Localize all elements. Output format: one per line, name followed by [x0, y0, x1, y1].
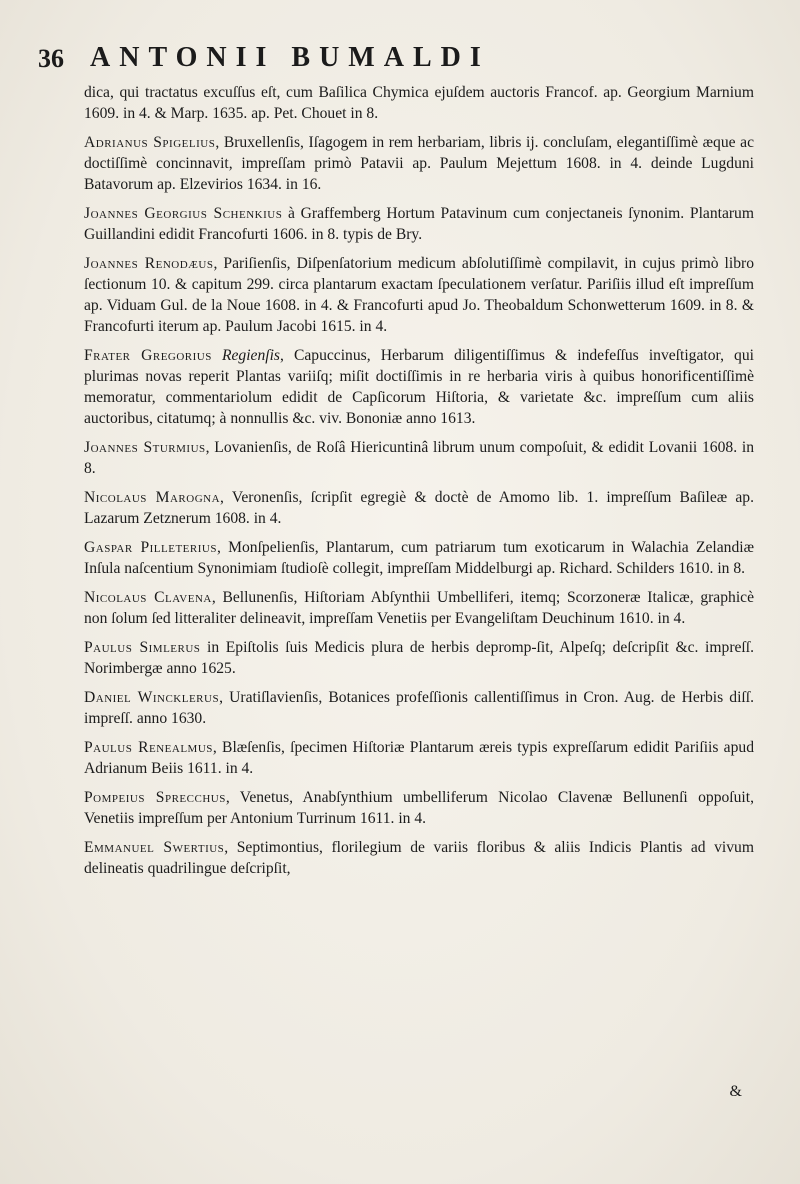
author-name: Gaspar Pilleterius: [84, 539, 217, 556]
entry-text: , Veronenſis, ſcripſit egregiè & doctè de Amomo lib. 1. impreſſum Baſileæ ap. Lazarum Zetznerum 1608. in 4.: [84, 489, 754, 527]
author-name: Adrianus Spigelius: [84, 134, 216, 151]
author-name: Joannes Georgius Schenkius: [84, 205, 283, 222]
paragraph-text: dica, qui tractatus excuſſus eſt, cum Baſilica Chymica ejuſdem auctoris Francof. ap. Georgium Marnium 1609. in 4. & Marp. 1635. ap. Pet. Chouet in 8.: [84, 84, 754, 122]
entry-paragraph: [84, 587, 754, 629]
entry-text: in Epiſtolis ſuis Medicis plura de herbis depromp-ſit, Alpeſq; deſcripſit &c. impreſſ. Norimbergæ anno 1625.: [84, 639, 754, 677]
author-name: Joannes Sturmius: [84, 439, 206, 456]
entry-text: , Uratiſlavienſis, Botanices profeſſionis callentiſſimus in Cron. Aug. de Herbis diſſ. impreſſ. anno 1630.: [84, 689, 754, 727]
entry-text: , Pariſienſis, Diſpenſatorium medicum abſolutiſſimè compilavit, in cujus primò libro ſectionum 10. & capitum 299. circa plantarum exactam ſpeculationem verſatur. Pariſiis illud eſt impreſſum ap. Viduam Gul. de la Noue 1608. in 4. & Francofurti apud Jo. Theobaldum Schonwetterum 1609. in 8. & Francofurti iterum ap. Paulum Jacobi 1615. in 4.: [84, 255, 755, 335]
author-epithet: Regienſis: [221, 347, 280, 364]
paragraph: [84, 82, 754, 124]
entry-text: , Bellunenſis, Hiſtoriam Abſynthii Umbelliferi, itemq; Scorzoneræ Italicæ, graphicè non ſolum ſed litteraliter delineavit, impreſſam Venetiis per Evangeliſtam Deuchinum 1610. in 4.: [84, 589, 754, 627]
author-name: Nicolaus Clavena: [84, 589, 212, 606]
entry-text: , Blæſenſis, ſpecimen Hiſtoriæ Plantarum æreis typis expreſſarum edidit Pariſiis apud Adrianum Beiis 1611. in 4.: [84, 739, 754, 777]
entry-paragraph: [84, 737, 754, 779]
entry-paragraph: [84, 537, 754, 579]
page-header: [38, 38, 758, 78]
catchword: &: [729, 1083, 742, 1100]
entry-paragraph: [84, 787, 754, 829]
running-head: ANTONII BUMALDI: [90, 42, 490, 73]
author-name: Daniel Wincklerus: [84, 689, 220, 706]
author-name: Paulus Renealmus: [84, 739, 213, 756]
entry-paragraph: [84, 837, 754, 879]
author-name: Joannes Renodæus: [84, 255, 214, 272]
entry-text: , Venetus, Anabſynthium umbelliferum Nicolao Clavenæ Bellunenſi oppoſuit, Venetiis impreſſum per Antonium Turrinum 1611. in 4.: [84, 789, 754, 827]
entry-paragraph: [84, 637, 754, 679]
entry-text: à Graffemberg Hortum Patavinum cum conjectaneis ſynonim. Plantarum Guillandini edidit Francofurti 1606. in 8. typis de Bry.: [84, 205, 754, 243]
entry-paragraph: [84, 132, 754, 195]
entry-paragraph: [84, 203, 754, 245]
author-name: Pompeius Sprecchus: [84, 789, 226, 806]
entry-paragraph: [84, 253, 754, 337]
entry-text: , Capuccinus, Herbarum diligentiſſimus & indefeſſus inveſtigator, qui plurimas novas reperit Plantas variiſq; miſit doctiſſimis in re herbaria viris à quibus honorificentiſſimè memoratur, commentariolum edidit de Capſicorum Hiſtoria, & varietate &c. impreſſum cum aliis auctoribus, citatumq; à nonnullis &c. viv. Bononiæ anno 1613.: [84, 347, 754, 427]
page-number: 36: [38, 44, 64, 73]
entry-text: , Septimontius, florilegium de variis floribus & aliis Indicis Plantis ad vivum delineatis quadrilingue deſcripſit,: [84, 839, 754, 877]
author-name: Frater Gregorius: [84, 347, 212, 364]
author-name: Emmanuel Swertius: [84, 839, 225, 856]
entry-text: , Monſpelienſis, Plantarum, cum patriarum tum exoticarum in Walachia Zelandiæ Inſula naſcentium Synonimiam ſtudioſè collegit, impreſſam Middelburgi ap. Richard. Schilders 1610. in 8.: [84, 539, 755, 577]
author-name: Paulus Simlerus: [84, 639, 201, 656]
entry-paragraph: [84, 345, 754, 429]
entry-text: , Bruxellenſis, Iſagogem in rem herbariam, libris ij. concluſam, elegantiſſimè æque ac doctiſſimè concinnavit, impreſſam primò Patavii ap. Paulum Mejettum 1608. in 4. deinde Lugduni Batavorum ap. Elzevirios 1634. in 16.: [84, 134, 754, 193]
entry-paragraph: [84, 687, 754, 729]
entry-paragraph: [84, 487, 754, 529]
author-name: Nicolaus Marogna: [84, 489, 221, 506]
entry-text: , Lovanienſis, de Roſâ Hiericuntinâ librum unum compoſuit, & edidit Lovanii 1608. in 8.: [84, 439, 754, 477]
entry-paragraph: [84, 437, 754, 479]
body-text: [84, 82, 754, 879]
